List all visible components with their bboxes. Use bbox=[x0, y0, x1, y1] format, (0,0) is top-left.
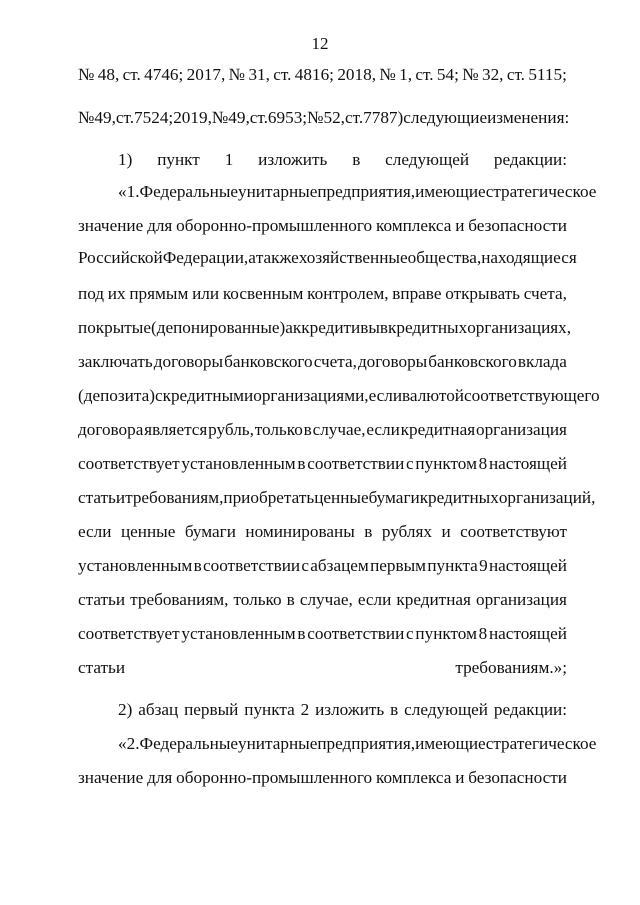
text-line: установленным в соответствии с абзацем первым пункта 9 настоящей bbox=[78, 556, 567, 575]
text-line: «1. Федеральные унитарные предприятия, имеющие стратегическое bbox=[118, 182, 597, 201]
text-line: соответствует установленным в соответствии с пунктом 8 настоящей bbox=[78, 454, 567, 473]
text-line: Российской Федерации, а также хозяйственные общества, находящиеся bbox=[78, 248, 577, 267]
text-line: под их прямым или косвенным контролем, вправе открывать счета, bbox=[78, 284, 567, 303]
text-line: (депозита) с кредитными организациями, если валютой соответствующего bbox=[78, 386, 600, 405]
text-line: 2) абзац первый пункта 2 изложить в следующей редакции: bbox=[118, 700, 567, 719]
text-line: статьи требованиям.»; bbox=[78, 658, 567, 677]
text-line: «2. Федеральные унитарные предприятия, имеющие стратегическое bbox=[118, 734, 597, 753]
text-line: статьи требованиям, только в случае, если кредитная организация bbox=[78, 590, 567, 609]
text-line: 1) пункт 1 изложить в следующей редакции: bbox=[118, 150, 567, 169]
text-line: статьи требованиям, приобретать ценные бумаги кредитных организаций, bbox=[78, 488, 596, 507]
text-line: № 49, ст. 7524; 2019, № 49, ст. 6953; № 52, ст. 7787) следующие изменения: bbox=[78, 108, 570, 127]
text-line: заключать договоры банковского счета, договоры банковского вклада bbox=[78, 352, 567, 371]
text-line: значение для оборонно-промышленного комплекса и безопасности bbox=[78, 768, 567, 787]
text-line: договора является рубль, только в случае, если кредитная организация bbox=[78, 420, 567, 439]
text-line: если ценные бумаги номинированы в рублях и соответствуют bbox=[78, 522, 567, 541]
text-line: значение для оборонно-промышленного комплекса и безопасности bbox=[78, 216, 567, 235]
page-number: 12 bbox=[311, 34, 329, 53]
text-line: покрытые (депонированные) аккредитивы в кредитных организациях, bbox=[78, 318, 572, 337]
text-line: № 48, ст. 4746; 2017, № 31, ст. 4816; 2018, № 1, ст. 54; № 32, ст. 5115; bbox=[78, 65, 567, 84]
text-line: соответствует установленным в соответствии с пунктом 8 настоящей bbox=[78, 624, 567, 643]
